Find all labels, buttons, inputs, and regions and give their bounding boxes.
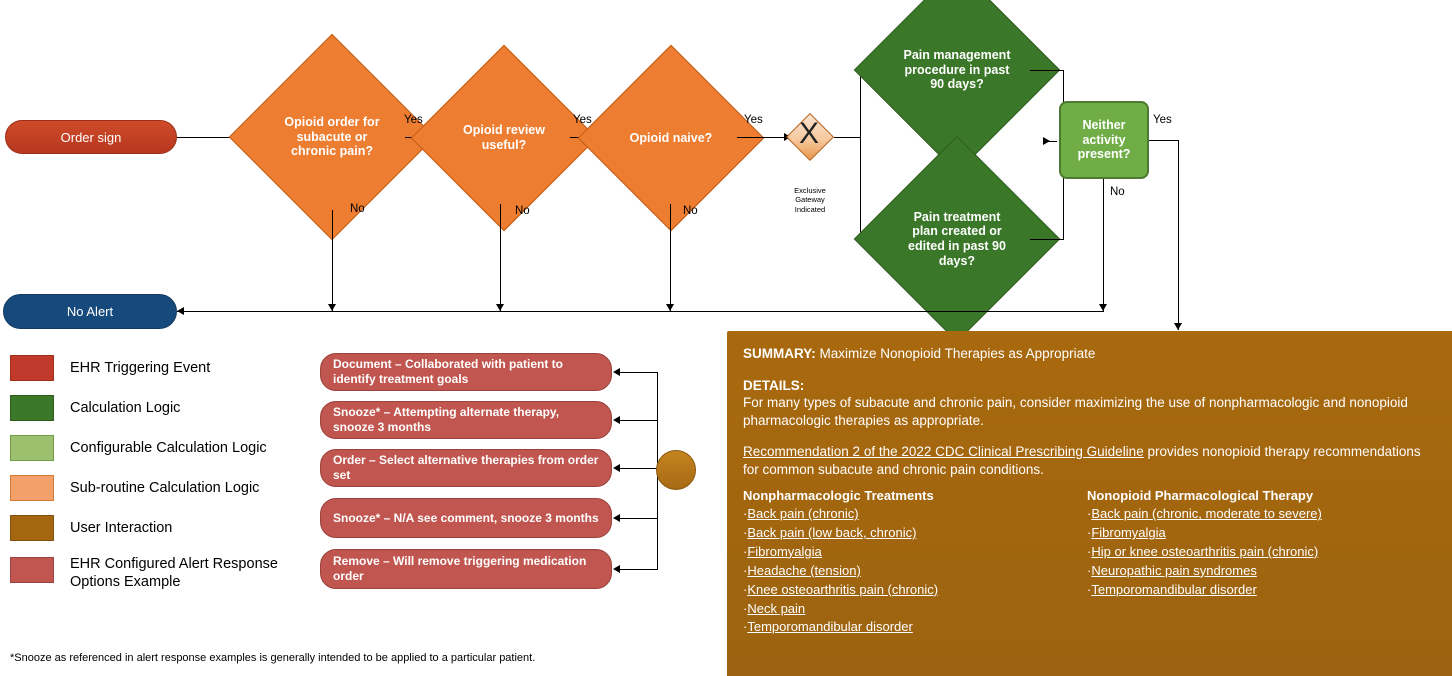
- node-neither-activity-present-label: Neither activity present?: [1077, 117, 1131, 162]
- node-neither-activity-present: [1059, 101, 1149, 179]
- edge-hub-to-option-5: [620, 569, 658, 570]
- legend-item: [10, 475, 320, 501]
- arrowhead: [328, 304, 336, 311]
- summary-column-nonopioid: [1087, 488, 1417, 637]
- edge-calc1-merge: [1030, 70, 1063, 71]
- response-option-label: Order – Select alternative therapies from order set: [333, 453, 599, 482]
- list-item[interactable]: ·Hip or knee osteoarthritis pain (chronic): [1087, 543, 1319, 559]
- column-heading: Nonopioid Pharmacological Therapy: [1087, 488, 1314, 504]
- edge-config-no-down: [1103, 179, 1104, 311]
- edge-label-no-3: No: [683, 205, 698, 217]
- list-item[interactable]: ·Temporomandibular disorder: [743, 619, 913, 635]
- response-option-remove[interactable]: [320, 549, 612, 589]
- edge-label-yes-1: Yes: [404, 114, 423, 126]
- arrowhead: [613, 565, 620, 573]
- node-calc-pain-management-procedure: [884, 0, 1030, 143]
- details-label: DETAILS:: [743, 377, 805, 393]
- summary-column-nonpharmacologic: [743, 488, 1043, 637]
- node-exclusive-gateway: [786, 113, 834, 161]
- footnote: *Snooze as referenced in alert response examples is generally intended to be applied to a particular patient.: [10, 652, 536, 664]
- recommendation-row: [743, 443, 1436, 478]
- legend-label: EHR Configured Alert Response Options Example: [70, 556, 278, 591]
- edge-d2-no-down: [500, 204, 501, 311]
- summary-heading-row: [743, 345, 1436, 363]
- summary-panel: [727, 331, 1452, 676]
- node-decision-opioid-order: [259, 64, 405, 210]
- arrowhead: [613, 368, 620, 376]
- legend-swatch-user-interaction: [10, 515, 54, 541]
- legend-swatch-configurable-calculation-logic: [10, 435, 54, 461]
- list-item[interactable]: ·Back pain (chronic, moderate to severe): [1087, 506, 1322, 522]
- legend-item: [10, 515, 320, 541]
- node-user-interaction-hub: [656, 450, 696, 490]
- edge-hub-to-option-3: [620, 468, 658, 469]
- edge-d3-to-gateway: [737, 137, 784, 138]
- node-no-alert-label: No Alert: [66, 304, 114, 319]
- summary-columns: [743, 488, 1436, 637]
- arrowhead: [613, 464, 620, 472]
- node-calc-pain-treatment-plan-label: Pain treatment plan created or edited in past 90 days?: [908, 209, 1006, 268]
- legend-label: Sub-routine Calculation Logic: [70, 479, 260, 496]
- edge-no-alert-bus: [177, 311, 1104, 312]
- legend: [10, 355, 320, 591]
- list-item[interactable]: ·Back pain (chronic): [743, 506, 859, 522]
- arrowhead: [1043, 137, 1050, 145]
- response-option-document[interactable]: [320, 353, 612, 391]
- legend-swatch-ehr-triggering-event: [10, 355, 54, 381]
- legend-swatch-ehr-configured-alert-response: [10, 557, 54, 583]
- edge-label-yes-3: Yes: [744, 114, 763, 126]
- edge-label-no-config: No: [1110, 186, 1125, 198]
- edge-label-yes-config: Yes: [1153, 114, 1172, 126]
- edge-config-yes: [1149, 140, 1178, 141]
- legend-item: [10, 355, 320, 381]
- arrowhead: [1099, 304, 1107, 311]
- list-item[interactable]: ·Fibromyalgia: [1087, 525, 1166, 541]
- legend-label: Configurable Calculation Logic: [70, 439, 267, 456]
- legend-item: [10, 435, 320, 461]
- response-option-order[interactable]: [320, 449, 612, 487]
- summary-label: SUMMARY:: [743, 346, 816, 361]
- node-decision-opioid-review: [438, 72, 570, 204]
- list-item[interactable]: ·Neuropathic pain syndromes: [1087, 562, 1257, 578]
- edge-label-no-1: No: [350, 203, 365, 215]
- edge-d1-no-down: [332, 210, 333, 311]
- response-option-label: Remove – Will remove triggering medication order: [333, 554, 587, 583]
- list-item[interactable]: ·Headache (tension): [743, 562, 861, 578]
- gateway-caption: Exclusive Gateway Indicated: [794, 186, 826, 214]
- legend-swatch-sub-routine-calculation-logic: [10, 475, 54, 501]
- node-order-sign: [5, 120, 177, 154]
- recommendation-rest: provides nonopioid therapy recommendations for common subacute and chronic pain conditions.: [743, 444, 1421, 477]
- arrowhead: [496, 304, 504, 311]
- list-item[interactable]: ·Neck pain: [743, 600, 806, 616]
- response-option-label: Snooze* – Attempting alternate therapy, snooze 3 months: [333, 405, 560, 434]
- legend-label: Calculation Logic: [70, 399, 181, 416]
- legend-swatch-calculation-logic: [10, 395, 54, 421]
- edge-gateway-out: [834, 137, 860, 138]
- node-calc-pain-treatment-plan: [884, 166, 1030, 312]
- summary-text: Maximize Nonopioid Therapies as Appropriate: [819, 346, 1096, 361]
- edge-d3-no-down: [670, 204, 671, 311]
- list-item[interactable]: ·Knee osteoarthritis pain (chronic): [743, 581, 939, 597]
- node-no-alert: [3, 294, 177, 329]
- node-decision-opioid-naive-label: Opioid naive?: [629, 130, 713, 145]
- node-order-sign-label: Order sign: [60, 129, 122, 145]
- gateway-x-symbol: X: [799, 117, 820, 150]
- edge-hub-to-option-2: [620, 420, 658, 421]
- legend-item: [10, 555, 320, 591]
- response-option-label: Document – Collaborated with patient to identify treatment goals: [333, 357, 564, 386]
- edge-hub-to-option-1: [620, 372, 658, 373]
- arrowhead: [666, 304, 674, 311]
- arrowhead: [613, 514, 620, 522]
- legend-label: EHR Triggering Event: [70, 359, 211, 376]
- node-calc-pain-management-procedure-label: Pain management procedure in past 90 days?: [903, 47, 1011, 92]
- edge-label-no-2: No: [515, 205, 530, 217]
- legend-item: [10, 395, 320, 421]
- recommendation-link[interactable]: Recommendation 2 of the 2022 CDC Clinical Prescribing Guideline: [743, 444, 1144, 460]
- arrowhead: [177, 307, 184, 315]
- arrowhead: [613, 416, 620, 424]
- edge-config-yes-down: [1178, 140, 1179, 330]
- edge-hub-to-option-4: [620, 518, 658, 519]
- list-item[interactable]: ·Fibromyalgia: [743, 543, 822, 559]
- edge-label-yes-2: Yes: [573, 114, 592, 126]
- response-option-snooze-alternate[interactable]: [320, 401, 612, 439]
- list-item[interactable]: ·Temporomandibular disorder: [1087, 581, 1257, 597]
- node-decision-opioid-naive: [605, 72, 737, 204]
- response-option-snooze-na[interactable]: [320, 498, 612, 538]
- node-decision-opioid-review-label: Opioid review useful?: [463, 123, 545, 152]
- legend-label: User Interaction: [70, 519, 173, 536]
- column-heading: Nonpharmacologic Treatments: [743, 488, 934, 504]
- edge-calc2-merge: [1030, 239, 1063, 240]
- node-decision-opioid-order-label: Opioid order for subacute or chronic pain?: [284, 114, 380, 159]
- details-text: For many types of subacute and chronic pain, consider maximizing the use of nonpharmacologic and nonopioid pharmacologic therapies as appropriate.: [743, 395, 1408, 428]
- edge-gateway-split: [860, 70, 861, 240]
- response-option-label: Snooze* – N/A see comment, snooze 3 months: [333, 510, 599, 525]
- arrowhead: [1174, 323, 1182, 330]
- list-item[interactable]: ·Back pain (low back, chronic): [743, 525, 917, 541]
